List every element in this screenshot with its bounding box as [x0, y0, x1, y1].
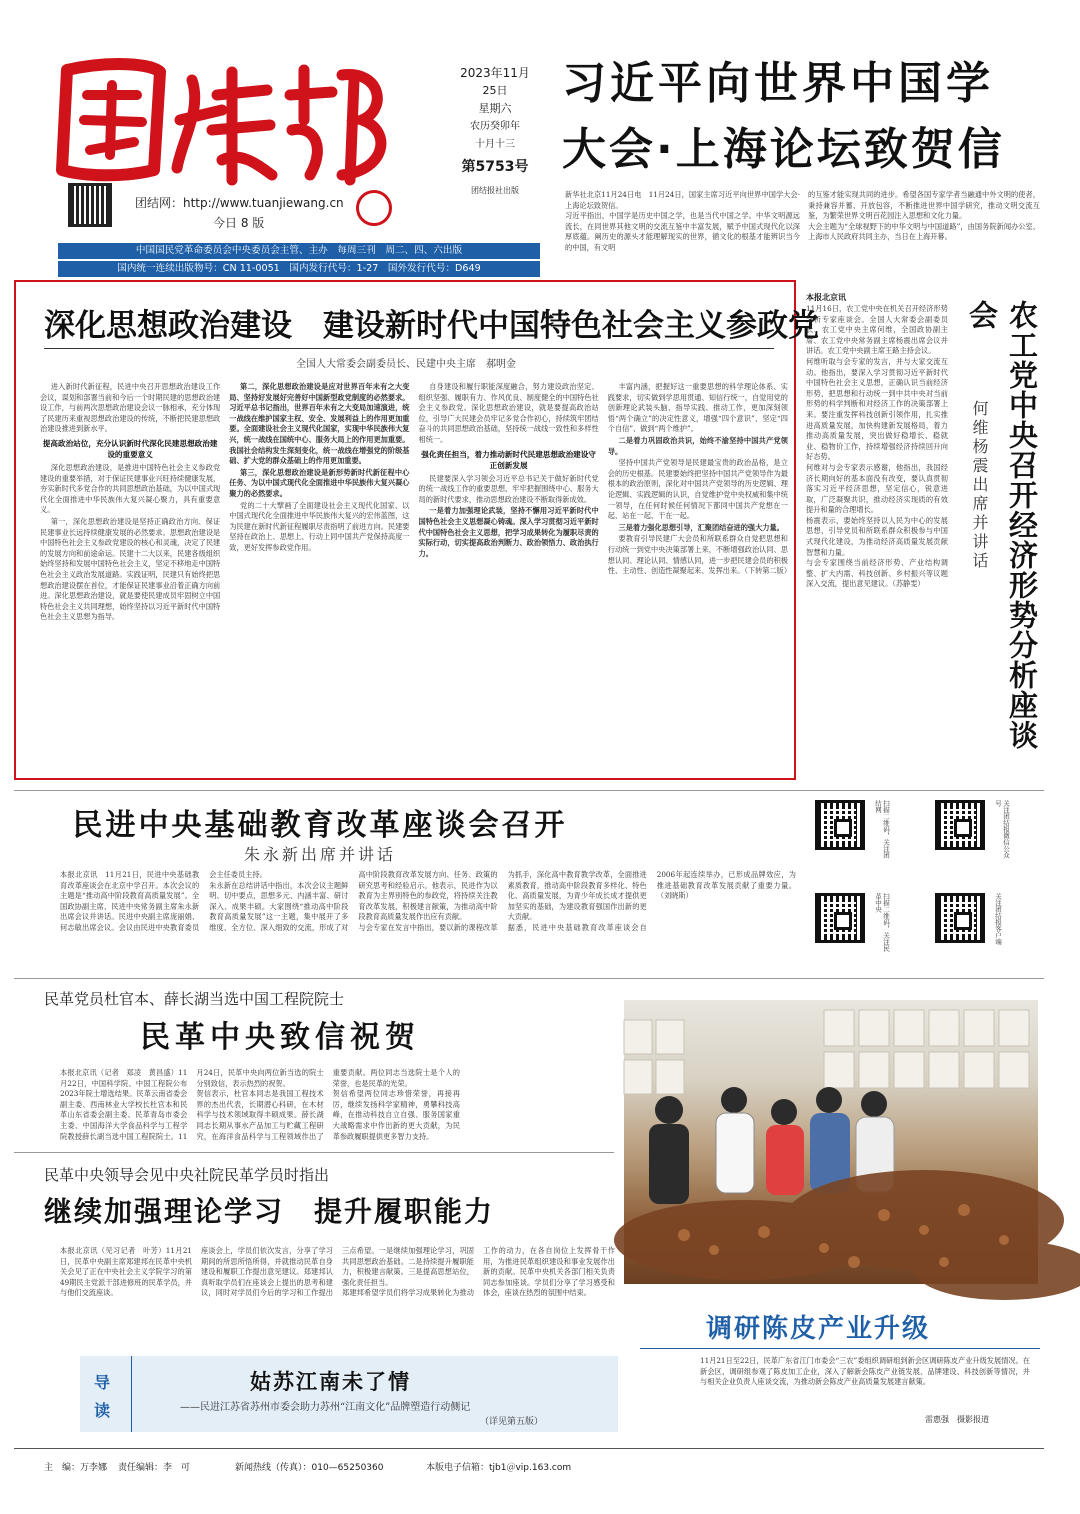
- photo-story-title: 调研陈皮产业升级: [706, 1314, 931, 1344]
- qr-label-2: 关注团结报微信公众号: [994, 800, 1010, 859]
- guide-subtitle: ——民进江苏省苏州市委会助力苏州“江南文化”品牌塑造行动侧记: [180, 1402, 471, 1413]
- story2-subtitle: 朱永新出席并讲话: [243, 845, 396, 864]
- guide-label-2: 读: [94, 1401, 111, 1420]
- photo-scene-icon: [624, 1000, 1038, 1284]
- photo-caption: 11月21日至22日，民革广东省江门市委会“三农”委组织调研组到新会区调研陈皮产业升级发展情况。在新会区，调研组参观了陈皮加工企业，深入了解新会陈皮产业链发展、品牌建设、科技创新等情况，并与相关企业负责人座谈交流，为推动新会陈皮产业高质量发展建言献策。: [700, 1356, 1030, 1387]
- date-day: 25日: [482, 84, 508, 97]
- story3-text-b: [470, 988, 615, 1144]
- rule-1: [14, 790, 1044, 791]
- sidebar-byline: 本报北京讯: [806, 293, 846, 302]
- feature-col1-p3: 第一，深化思想政治建设是坚持正确政治方向、保证民建事业长远持续健康发展的必然要求。思想政治建设是中国特色社会主义参政党建设的核心和灵魂，决定了民建的发展方向和前途命运。民建十二大以来，民建各级组织始终坚持和发展中国特色社会主义，坚定不移地走中国特色社会主义政治发展道路。实践证明，民建只有始终把思想政治建设摆在首位，才能保证民建事业沿着正确方向前进。深化思想政治建设，就是要使民建成员牢固树立中国特色社会主义共同理想，始终坚持以习近平新时代中国特色社会主义思想为指导。: [40, 516, 221, 622]
- qr-code-4[interactable]: [935, 893, 985, 943]
- guide-label-1: 导: [94, 1373, 111, 1392]
- feature-col4-p3: 要教育引导民建广大会员和所联系群众自觉把思想和行动统一到党中央决策部署上来，不断增强政治认同、思想认同、理论认同、情感认同，进一步把民建会员的积极性、主动性、创造性凝聚起来、发挥出来。（下转第二版）: [607, 534, 792, 576]
- footer-editor: 主 编：万李娜: [44, 1463, 108, 1473]
- feature-title: 深化思想政治建设 建设新时代中国特色社会主义参政党: [44, 308, 819, 344]
- feature-col2-p1: 第二，深化思想政治建设是应对世界百年未有之大变局、坚持好发展好完善好中国新型政党制度的必然要求。习近平总书记指出，世界百年未有之大变局加速演进，统一战线在维护国家主权、安全、发展利益上的作用更加重要。全面建设社会主义现代化国家，实现中华民族伟大复兴，统一战线在国统中心、服务大局上的作用更加重要。我国社会结构发生深刻变化，统一战线在增强党的阶级基础、扩大党的群众基础上的作用更加重要。: [229, 382, 410, 466]
- footer-hotline: 新闻热线（传真）：010—65250360: [235, 1463, 384, 1473]
- feature-columns: [40, 382, 792, 770]
- guide-ref[interactable]: （详见第五版）: [480, 1417, 544, 1427]
- story2-title: 民进中央基础教育改革座谈会召开: [72, 808, 568, 843]
- feature-col4-p2: 坚持中国共产党领导是民建最宝贵的政治品格，是立会的历史根基。民建要始终把坚持中国共产党领导作为最根本的政治原则，深化对中国共产党领导的历史逻辑、理论逻辑、实践逻辑的认识，自觉维护党中央权威和集中统一领导，在任何时候任何情况下都同中国共产党想在一起、站在一起、干在一起。: [607, 458, 788, 521]
- top-headline-line-1: 习近平向世界中国学: [562, 58, 994, 109]
- lunar-day: 十月十三: [475, 139, 515, 150]
- sidebar-story-title: 农工党中央召开经济形势分析座谈会: [965, 300, 1039, 750]
- qr-label-4: 关注团结报客户端: [994, 893, 1002, 945]
- feature-col1-intro: 进入新时代新征程，民进中央召开思想政治建设工作会议，谋划和部署当前和今后一个时期民建的思想政治建设工作，与前两次思想政治建设会议一脉相承，充分体现了民建历来重视思想政治建设的传统，不断把民建思想政治建设推进到新水平。: [40, 382, 221, 434]
- feature-col-2: [229, 382, 409, 770]
- story4-kicker: 民革中央领导会见中央社院民革学员时指出: [44, 1166, 330, 1184]
- feature-col-4: [607, 382, 792, 770]
- masthead-qr: [68, 183, 112, 227]
- date-weekday: 星期六: [478, 102, 512, 115]
- feature-col4-sub1: 二是着力巩固政治共识，始终不渝坚持中国共产党领导。: [607, 435, 788, 456]
- qr-code-3[interactable]: [815, 893, 865, 943]
- footer-rule: [14, 1448, 1044, 1449]
- guide-label-box: [80, 1356, 132, 1432]
- guide-title[interactable]: 姑苏江南未了情: [250, 1369, 411, 1394]
- sidebar-story-text: 11月16日，农工党中央在机关召开经济形势分析专家座谈会。全国人大常委会副委员长、农工党中央主席何维，全国政协副主席、农工党中央常务副主席杨震出席会议并讲话。农工党中央副主席王路主持会议。 何维听取与会专家的发言，并与大家交流互动。他指出，要深入学习贯彻习近平新时代中国特色社会主义思想，正确认识当前经济形势，把思想和行动统一到中共中央对当前形势的科学判断和对经济工作的决策部署上来。要注重发挥科技创新引领作用，扎实推进高质量发展，加快构建新发展格局，着力推动高质量发展，突出做好稳增长、稳就业、稳物价工作，持续增强经济持续回升向好态势。 何维对与会专家表示感谢，他指出，我国经济长期向好的基本面没有改变，要认真贯彻落实习近平经济思想，坚定信心，锐意进取，广泛凝聚共识，推动经济实现质的有效提升和量的合理增长。 杨震表示，要始终坚持以人民为中心的发展思想，引导党员和所联系群众积极参与中国式现代化建设，为推动经济高质量发展贡献智慧和力量。 与会专家围绕当前经济形势、产业结构调整、扩大内需、科技创新、乡村振兴等议题深入交流，提出意见建议。（苏静雯）: [806, 304, 948, 589]
- top-story-col-1: 新华社北京11月24日电 11月24日，国家主席习近平向世界中国学大会·上海论坛致贺信。 习近平指出，中国学是历史中国之学，也是当代中国之学。中华文明源远流长，在同世界其他文明的交流互鉴中丰富发展，赋予中国式现代化以深厚底蕴。阐历史的源头才能理解现实的世界，循文化的根基才能辨识当今的中国，有文明: [565, 190, 800, 252]
- qr-code-1[interactable]: [815, 800, 865, 850]
- publisher: 团结报社出版: [471, 186, 519, 195]
- qr-label-3: 扫描二维码，关注民革中央: [874, 893, 890, 952]
- story3-title: 民革中央致信祝贺: [140, 1020, 420, 1055]
- sidebar-story-subtitle: 何维杨震出席并讲话: [970, 400, 989, 571]
- logo-text: [42, 50, 45, 51]
- feature-col-3: [419, 382, 599, 770]
- logo-calligraphy-icon: [42, 50, 412, 190]
- feature-col1-p2: 深化思想政治建设，是推进中国特色社会主义参政党建设的重要举措，对于保证民建事业兴旺持续健康发展，夯实新时代多党合作的共同思想政治基础，为以中国式现代化全面推进中华民族伟大复兴凝心聚力，具有重要意义。: [40, 462, 221, 515]
- feature-col-1: [40, 382, 220, 770]
- masthead: [0, 0, 560, 285]
- masthead-logo: [42, 50, 412, 190]
- footer-email[interactable]: 本版电子信箱：tjb1＠vip.163.com: [426, 1463, 572, 1473]
- feature-byline: 全国人大常委会副委员长、民建中央主席 郝明金: [296, 359, 516, 370]
- qr-code-2[interactable]: [935, 800, 985, 850]
- rule-2: [14, 978, 1044, 979]
- footer-duty-editor: 责任编辑：李 可: [118, 1463, 191, 1473]
- photo-credit: 雷惠强 摄影报道: [925, 1415, 989, 1424]
- top-story-col-2: 的互鉴才能实现共同的进步。希望各国专家学者当融通中外文明的使者，秉持兼容并蓄、开放包容，不断推进世界中国学研究，推动文明交流互鉴，为繁荣世界文明百花园注入思想和文化力量。 大会主题为“全球视野下的中华文明与中国道路”，由国务院新闻办公室、上海市人民政府共同主办，当日在上海开幕。: [808, 190, 1040, 242]
- issue-number: 第5753号: [461, 159, 529, 175]
- feature-col3-p3: 一是着力加强理论武装，坚持不懈用习近平新时代中国特色社会主义思想凝心铸魂。深入学习贯彻习近平新时代中国特色社会主义思想，把学习成果转化为履职尽责的实际行动，切实提高政治判断力、政治领悟力、政治执行力。: [418, 506, 599, 558]
- masthead-band-2: 国内统一连续出版物号：CN 11-0051 国内发行代号：1-27 国外发行代号：D649: [58, 261, 540, 277]
- story4-title: 继续加强理论学习 提升履职能力: [44, 1195, 495, 1228]
- story4-text: 本报北京讯（见习记者 叶芳）11月21日，民革中央副主席郑建邦在民革中央机关会见了正在中央社会主义学院学习的第49期民主党派干部进修班的民革学员，并与他们交流座谈。 座谈会上，学员们依次发言，分享了学习期间的所思所悟所得，并就推动民革自身建设和履职工作提出意见建议。郑建邦认真听取学员们在座谈会上提出的思考和建议，同时对学员们今后的学习和工作提出三点希望。一是继续加强理论学习，巩固共同思想政治基础。二是持续提升履职能力，积极建言献策。三是提高思想站位，强化责任担当。 郑建邦希望学员们将学习成果转化为推动工作的动力，在各自岗位上发挥骨干作用，为推进民革组织建设和事业发展作出新的贡献。民革中央机关各部门相关负责同志参加座谈。学员们分享了学习感受和体会，座谈在热烈的氛围中结束。: [60, 1246, 615, 1298]
- date-block: [450, 64, 540, 200]
- page-count: 今日 8 版: [213, 216, 265, 230]
- emblem-icon: [356, 190, 392, 226]
- story3-kicker: 民革党员杜官本、薛长湖当选中国工程院院士: [44, 990, 345, 1008]
- website[interactable]: 团结网：http://www.tuanjiewang.cn: [135, 196, 344, 210]
- top-headline-line-2: 大会·上海论坛致贺信: [562, 124, 1005, 175]
- photo-title-rule: [640, 1348, 1040, 1349]
- lunar-year: 农历癸卯年: [470, 121, 520, 132]
- feature-col2-p2: 党的二十大擘画了全面建设社会主义现代化国家、以中国式现代化全面推进中华民族伟大复兴的宏伟蓝图，这为民建在新时代新征程履职尽责指明了前进方向。民建要坚持在政治上、思想上、行动上同中国共产党保持高度一致，更好发挥参政党作用。: [229, 500, 410, 552]
- guide-box[interactable]: [80, 1356, 618, 1432]
- story3-text-a: 本报北京讯（记者 郑凌 黄昌盛）11月22日，中国科学院、中国工程院公布2023年院士增选结果。民革云南省委会副主委、西南林业大学校长杜官本和民革山东省委会副主委、民革青岛市委会主委、中国海洋大学食品科学与工程学院教授薛长湖当选中国工程院院士。11月24日，民革中央向两位新当选的院士分别致信，表示热烈的祝贺。 贺信表示，杜官本同志是我国工程技术界的杰出代表，长期潜心科研，在木材科学与技术领域取得丰硕成果。薛长湖同志长期从事水产品加工与贮藏工程研究，在海洋食品科学与工程领域作出了重要贡献。两位同志当选院士是个人的荣誉，也是民革的光荣。 贺信希望两位同志珍惜荣誉，再接再厉，继续发扬科学家精神，勇攀科技高峰，在推动科技自立自强、服务国家重大战略需求中作出新的更大贡献，为民革参政履职提供更多智力支持。: [60, 1068, 460, 1141]
- feature-subhead-2: 强化责任担当，着力推动新时代民建思想政治建设守正创新发展: [421, 449, 596, 470]
- date-year-month: 2023年11月: [460, 66, 530, 80]
- feature-subhead-1: 提高政治站位，充分认识新时代深化民建思想政治建设的重要意义: [42, 438, 218, 459]
- feature-col3-p1: 自身建设和履行职能深度融合，努力建设政治坚定、组织坚强、履职有力、作风优良、制度健全的中国特色社会主义参政党。深化思想政治建设，就是要提高政治站位，引导广大民建会员牢记多党合作初心，持续筑牢团结奋斗的共同思想政治基础，坚持统一战线一致性和多样性相统一。: [418, 382, 599, 444]
- masthead-band-1: 中国国民党革命委员会中央委员会主管、主办 每周三刊 周二、四、六出版: [58, 243, 540, 259]
- feature-col4-sub2: 三是着力强化思想引导，汇聚团结奋进的强大力量。: [618, 522, 784, 532]
- story2-text: 本报北京讯 11月21日，民进中央基础教育改革座谈会在北京中学召开。本次会议的主题是“推动高中阶段教育高质量发展”。全国政协副主席、民进中央常务副主席朱永新出席会议并讲话。民进中央副主席庞丽娟、何志敏出席会议。会议由民进中央教育委员会主任委员主持。 朱永新在总结讲话中指出，本次会议主题鲜明、切中要点，思想多元、内涵丰富、研讨深入、成果丰硕。大家围绕“推动高中阶段教育高质量发展”这一主题，集中展开了多维度、全方位、深入细致的交流，形成了对高中阶段教育改革发展方向、任务、政策的研究思考和经验启示。他表示，民进作为以教育为主界别特色的参政党，将持续关注教育改革发展，积极建言献策，为推动高中阶段教育高质量发展作出应有贡献。 与会专家在发言中指出，要以新的课程改革为抓手，深化高中教育教学改革，全面推进素质教育，推动高中阶段教育多样化、特色化、高质量发展，为青少年成长成才提供更加坚实的基础，为建设教育强国作出新的更大贡献。 据悉，民进中央基础教育改革座谈会自2006年起连续举办，已形成品牌效应，为推进基础教育改革发展贡献了重要力量。（刘晓斯）: [60, 870, 796, 932]
- feature-col2-sub: 第三，深化思想政治建设是新形势新时代新征程中心任务、为以中国式现代化全面推进中华民族伟大复兴凝心聚力的必然要求。: [229, 467, 410, 498]
- top-story-headline: [562, 58, 1042, 176]
- feature-box: [14, 280, 819, 780]
- qr-label-1: 扫描二维码，关注团结网: [874, 800, 890, 859]
- feature-title-rule: [44, 348, 774, 349]
- news-photo: [624, 1000, 1038, 1284]
- rule-3: [14, 1152, 614, 1153]
- feature-col3-p2: 民建要深入学习领会习近平总书记关于做好新时代党的统一战线工作的重要思想，牢牢把握围绕中心、服务大局的新时代要求，推动思想政治建设不断取得新成效。: [418, 473, 599, 504]
- feature-col4-p1: 丰富内涵，把握好这一重要思想的科学理论体系、实践要求，切实做到学思用贯通、知信行统一，自觉用党的创新理论武装头脑、指导实践、推动工作，更加深刻领悟“两个确立”的决定性意义，增强“四个意识”、坚定“四个自信”、做到“两个维护”。: [607, 382, 788, 434]
